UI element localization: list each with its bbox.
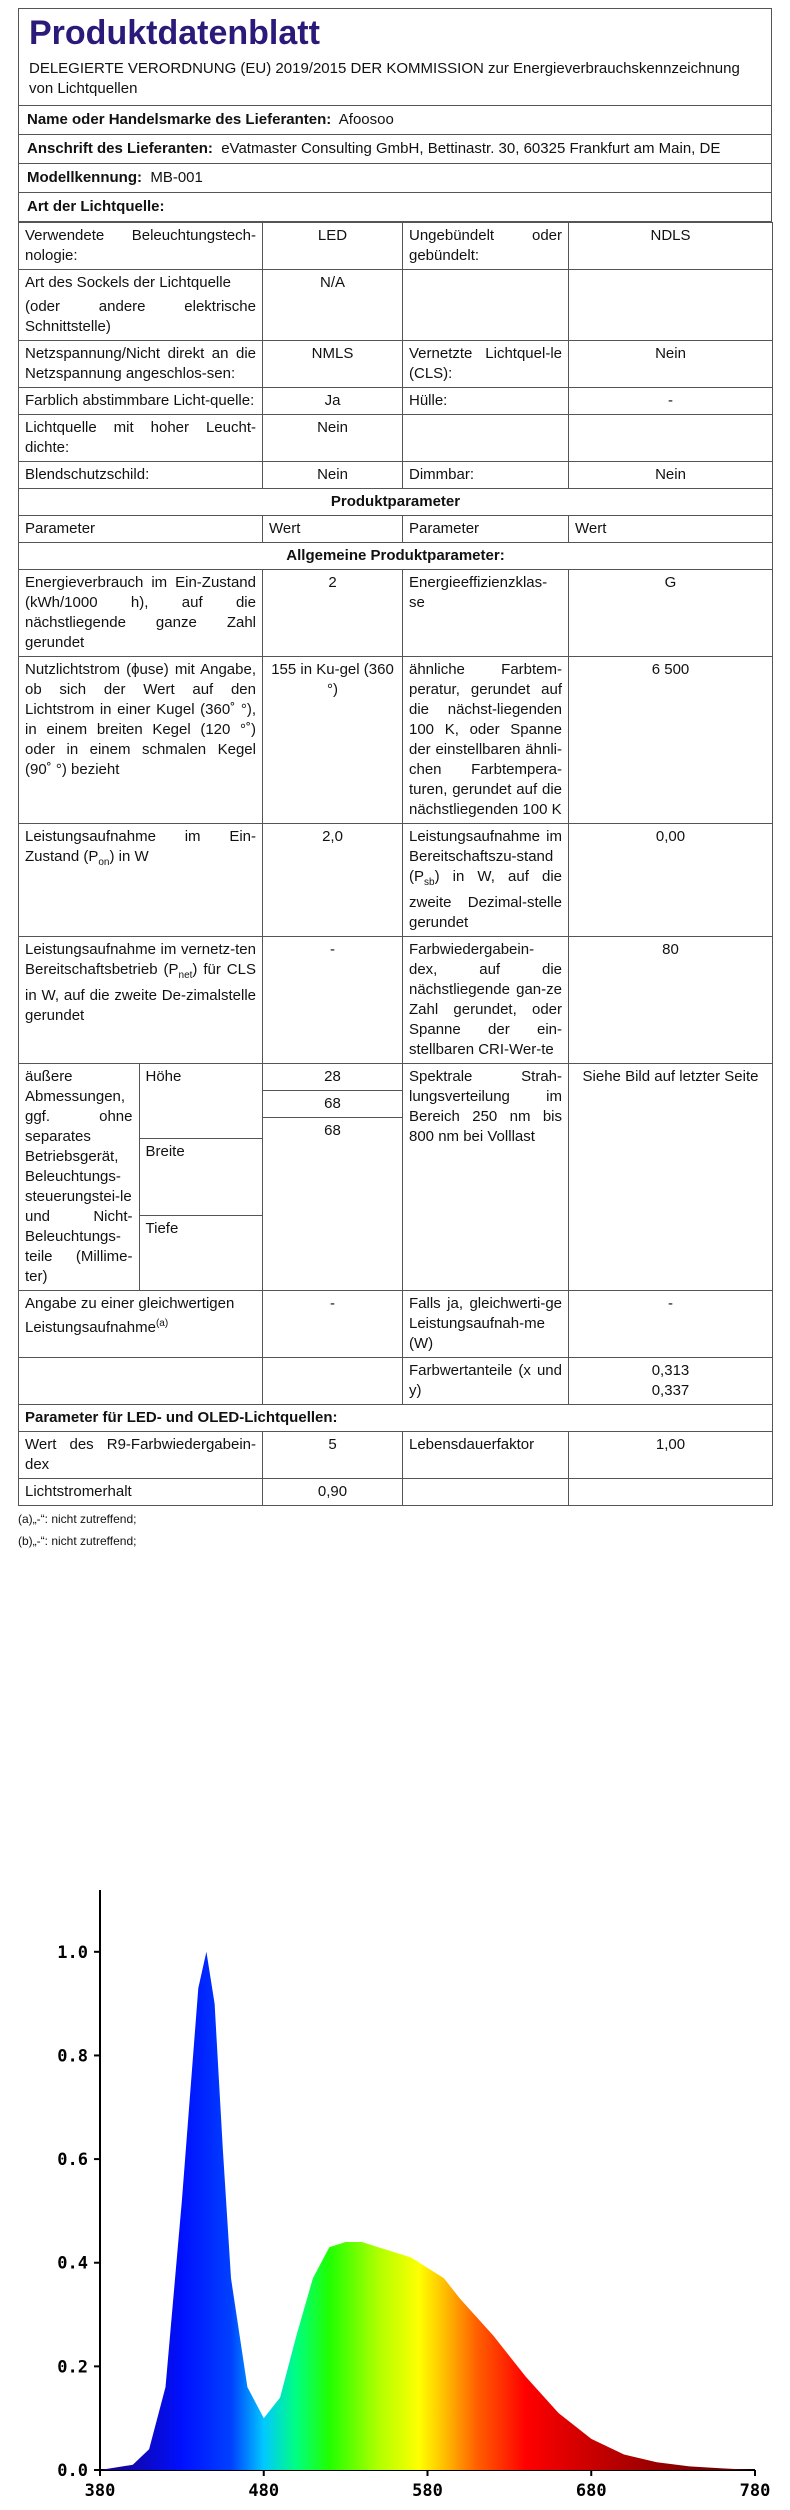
column-header: Wert — [263, 516, 403, 543]
dimensions-table — [19, 1064, 262, 1290]
cell-value: LED — [263, 223, 403, 270]
table-row — [19, 489, 773, 516]
cell-label: Lichtquelle mit hoher Leucht-dichte: — [19, 415, 263, 462]
cell-value: 0,00 — [569, 824, 773, 937]
text-part: Angabe zu einer gleichwertigen Leistungsaufnahme — [25, 1295, 235, 1336]
chromaticity-y: 0,337 — [651, 1382, 690, 1399]
supplier-address-row — [18, 135, 772, 164]
table-row — [19, 657, 773, 824]
cell-label: Energieeffizienzklas-se — [403, 570, 569, 657]
led-params-heading: Parameter für LED- und OLED-Lichtquellen: — [19, 1405, 773, 1432]
cell-value: N/A — [263, 270, 403, 341]
cell-value — [569, 1358, 773, 1405]
y-tick-label: 0.2 — [57, 2357, 88, 2378]
supplier-address-value: eVatmaster Consulting GmbH, Bettinastr. 30, 60325 Frankfurt am Main, DE — [221, 140, 721, 157]
socket-label: Art des Sockels der Lichtquelle — [25, 274, 231, 291]
cell-label: Lichtstromerhalt — [19, 1479, 263, 1506]
cell-label: Farbwiedergabein-dex, auf die nächstliegende gan-ze Zahl gerundet, oder Spanne der ein-stellbaren CRI-Wer-te — [403, 937, 569, 1064]
table-row — [19, 1479, 773, 1506]
spectrum-chart — [0, 1860, 790, 2510]
dim-label: Tiefe — [145, 1219, 179, 1237]
header-box — [18, 8, 772, 106]
x-tick-label: 780 — [739, 2481, 771, 2501]
cell-empty — [569, 270, 773, 341]
model-row — [18, 164, 772, 193]
model-label: Modellkennung: — [27, 169, 142, 186]
cell-label: Spektrale Strah-lungsverteilung im Bereich 250 nm bis 800 nm bei Volllast — [403, 1064, 569, 1291]
text-part: ) in W — [109, 848, 149, 865]
datasheet-table — [18, 222, 773, 1506]
cell-empty — [569, 415, 773, 462]
cell-label: Blendschutzschild: — [19, 462, 263, 489]
table-row — [19, 824, 773, 937]
supplier-name-row — [18, 106, 772, 135]
dimensions-values-cell — [263, 1064, 403, 1291]
x-tick-label: 580 — [412, 2481, 443, 2501]
footnote-a: (a)„-“: nicht zutreffend; — [18, 1512, 137, 1526]
cell-empty — [403, 270, 569, 341]
chromaticity-x: 0,313 — [651, 1362, 690, 1379]
column-header: Parameter — [403, 516, 569, 543]
cell-label — [19, 824, 263, 937]
cell-value: - — [263, 1291, 403, 1358]
x-tick-label: 680 — [575, 2481, 607, 2501]
cell-label: Vernetzte Lichtquel-le (CLS): — [403, 341, 569, 388]
socket-label-note: (oder andere elektrische Schnittstelle) — [25, 298, 256, 335]
text-part: ) für CLS in W, auf die zweite De-zimalstelle gerundet — [25, 961, 256, 1024]
dim-value: 28 — [263, 1064, 402, 1091]
table-row — [19, 570, 773, 657]
cell-value: 5 — [263, 1432, 403, 1479]
cell-value: - — [569, 1291, 773, 1358]
cell-value: Nein — [569, 341, 773, 388]
cell-label: Netzspannung/Nicht direkt an die Netzspannung angeschlos-sen: — [19, 341, 263, 388]
text-subscript: sb — [424, 877, 435, 888]
cell-value: NMLS — [263, 341, 403, 388]
table-row — [19, 1432, 773, 1479]
dimensions-cell — [19, 1064, 263, 1291]
page-title: Produktdatenblatt — [29, 14, 320, 52]
footnote-b: (b)„-“: nicht zutreffend; — [18, 1534, 137, 1548]
cell-value: NDLS — [569, 223, 773, 270]
product-params-heading: Produktparameter — [19, 489, 773, 516]
light-source-heading-text: Art der Lichtquelle: — [27, 198, 165, 215]
table-row — [19, 543, 773, 570]
cell-label — [19, 937, 263, 1064]
cell-label: Verwendete Beleuchtungstech-nologie: — [19, 223, 263, 270]
text-superscript: (a) — [155, 1318, 169, 1329]
cell-value: 80 — [569, 937, 773, 1064]
y-tick-label: 0.6 — [57, 2150, 88, 2171]
cell-value: G — [569, 570, 773, 657]
general-params-heading: Allgemeine Produktparameter: — [19, 543, 773, 570]
cell-label: Lebensdauerfaktor — [403, 1432, 569, 1479]
text-part: ) in W, auf die zweite Dezimal-stelle gerundet — [409, 868, 562, 931]
text-subscript: net — [178, 970, 193, 981]
cell-label: ähnliche Farbtem-peratur, gerundet auf die nächst-liegenden 100 K, oder Spanne der einstellbaren ähnli-chen Farbtempera-turen, gerundet auf die nächstliegenden 100 K — [403, 657, 569, 824]
table-row — [19, 1358, 773, 1405]
y-tick-label: 0.8 — [57, 2046, 88, 2067]
cell-label: Hülle: — [403, 388, 569, 415]
supplier-name-label: Name oder Handelsmarke des Lieferanten: — [27, 111, 332, 128]
cell-label: Nutzlichtstrom (ϕuse) mit Angabe, ob sich der Wert auf den Lichtstrom in einer Kugel (360˚ °), in einem breiten Kegel (120 °˚) oder in einem schmalen Kegel (90˚ °) bezieht — [19, 657, 263, 824]
table-row — [19, 223, 773, 270]
table-row — [19, 516, 773, 543]
cell-label — [403, 824, 569, 937]
dim-label: Breite — [139, 1139, 262, 1215]
table-row — [19, 270, 773, 341]
cell-value: Siehe Bild auf letzter Seite — [569, 1064, 773, 1291]
dim-label: Höhe — [139, 1064, 262, 1139]
cell-value: Nein — [263, 462, 403, 489]
cell-label: Ungebündelt oder gebündelt: — [403, 223, 569, 270]
table-row — [19, 388, 773, 415]
y-tick-label: 0.4 — [57, 2253, 88, 2274]
cell-value: Nein — [569, 462, 773, 489]
supplier-address-label: Anschrift des Lieferanten: — [27, 140, 213, 157]
cell-label — [19, 270, 263, 341]
cell-label — [19, 1291, 263, 1358]
column-header: Wert — [569, 516, 773, 543]
table-row — [19, 341, 773, 388]
supplier-name-value: Afoosoo — [338, 111, 394, 128]
product-datasheet — [18, 8, 772, 1550]
column-header: Parameter — [19, 516, 263, 543]
table-row — [19, 937, 773, 1064]
cell-label: Wert des R9-Farbwiedergabein-dex — [19, 1432, 263, 1479]
cell-empty — [19, 1358, 263, 1405]
cell-empty — [403, 415, 569, 462]
cell-label: Dimmbar: — [403, 462, 569, 489]
text-subscript: on — [98, 857, 110, 868]
cell-label: Energieverbrauch im Ein-Zustand (kWh/1000 h), auf die nächstliegende ganze Zahl gerundet — [19, 570, 263, 657]
regulation-subtitle: DELEGIERTE VERORDNUNG (EU) 2019/2015 DER KOMMISSION zur Energieverbrauchskennzeichnung von Lichtquellen — [29, 60, 740, 97]
cell-label: Falls ja, gleichwerti-ge Leistungsaufnah-me (W) — [403, 1291, 569, 1358]
cell-label: Farbwertanteile (x und y) — [403, 1358, 569, 1405]
table-row — [19, 1405, 773, 1432]
text-part: Leistungsaufnahme im Bereitschaftszu-stand (P — [409, 828, 562, 885]
table-row — [19, 1064, 773, 1291]
cell-empty — [569, 1479, 773, 1506]
cell-empty — [263, 1358, 403, 1405]
text-part: Leistungsaufnahme im vernetz-ten Bereitschaftsbetrieb (P — [25, 941, 256, 978]
cell-value: Nein — [263, 415, 403, 462]
table-row — [19, 462, 773, 489]
spectrum-area — [100, 1952, 755, 2470]
table-row — [19, 1064, 262, 1139]
x-tick-label: 480 — [248, 2481, 280, 2501]
cell-value: 2 — [263, 570, 403, 657]
cell-value: 6 500 — [569, 657, 773, 824]
cell-value: - — [569, 388, 773, 415]
cell-empty — [403, 1479, 569, 1506]
light-source-heading — [18, 193, 772, 222]
model-value: MB-001 — [150, 169, 203, 186]
cell-value: Ja — [263, 388, 403, 415]
cell-value: 2,0 — [263, 824, 403, 937]
y-tick-label: 1.0 — [57, 1942, 88, 1963]
table-row — [19, 415, 773, 462]
cell-value: 155 in Ku-gel (360 °) — [263, 657, 403, 824]
y-tick-label: 0.0 — [57, 2461, 88, 2481]
x-tick-label: 380 — [84, 2481, 116, 2501]
cell-value: 1,00 — [569, 1432, 773, 1479]
chart-series — [100, 1952, 755, 2470]
dim-value: 68 — [324, 1122, 341, 1139]
text-part: Leistungsaufnahme im Ein-Zustand (P — [25, 828, 256, 865]
dimensions-label: äußere Abmessungen, ggf. ohne separates Betriebsgerät, Beleuchtungs-steuerungstei-le und Nicht-Beleuchtungs-teile (Millime-ter) — [19, 1064, 139, 1290]
cell-label: Farblich abstimmbare Licht-quelle: — [19, 388, 263, 415]
cell-value: 0,90 — [263, 1479, 403, 1506]
table-row — [19, 1291, 773, 1358]
dim-value: 68 — [263, 1091, 402, 1118]
cell-value: - — [263, 937, 403, 1064]
